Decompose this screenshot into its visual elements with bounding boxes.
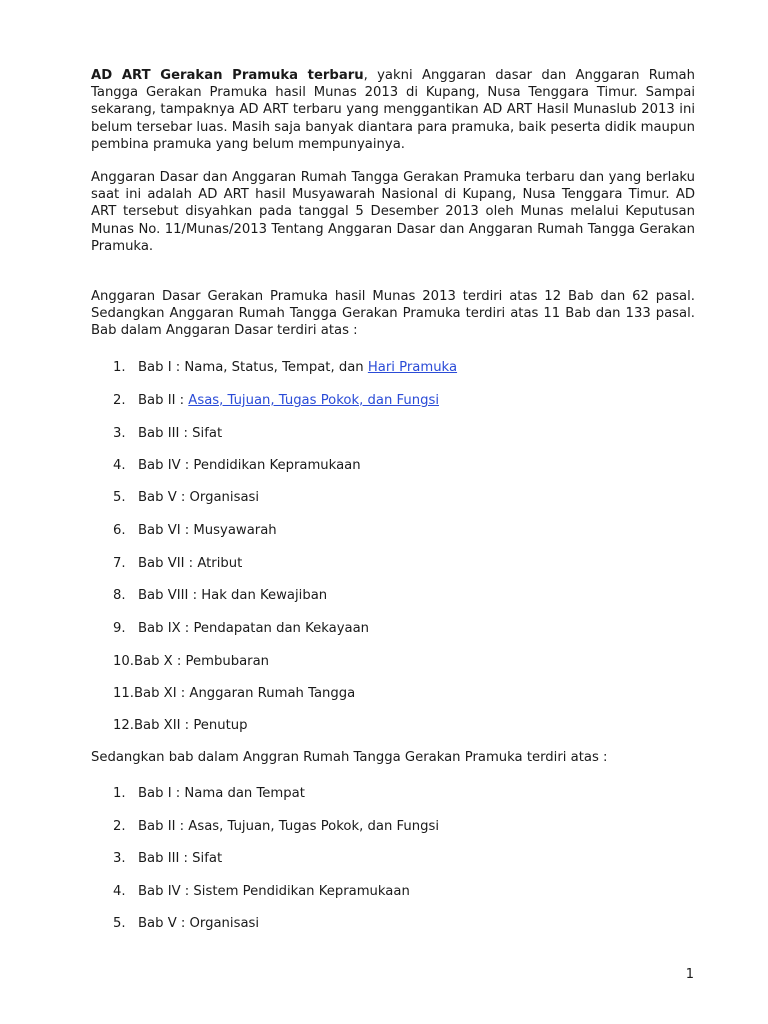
list-item [113,883,410,900]
list-text: Bab IV : Pendidikan Kepramukaan [138,458,361,473]
list-item [113,425,222,442]
list-item [113,620,369,637]
list-item [113,850,222,867]
list-item [113,587,327,604]
list-text: Bab III : Sifat [138,426,223,441]
list-text: Bab V : Organisasi [138,916,260,931]
paragraph-2: Anggaran Dasar dan Anggaran Rumah Tangga Gerakan Pramuka terbaru dan yang berlaku saat ini adalah AD ART hasil Musyawarah Nasional di Kupang, Nusa Tenggara Timur. AD ART tersebut disyahkan pada tanggal 5 Desember 2013 oleh Munas melalui Keputusan Munas No. 11/Munas/2013 Tentang Anggaran Dasar dan Anggaran Rumah Tangga Gerakan Pramuka. [91,170,695,254]
list-item [113,359,457,376]
list-number: 10. [113,654,134,669]
list-number: 7. [113,556,126,571]
list-item [113,522,277,539]
list-number: 12. [113,718,134,733]
list-text: Bab XII : Penutup [133,718,248,733]
list-number: 3. [113,851,126,866]
asas-tujuan-link[interactable]: Asas, Tujuan, Tugas Pokok, dan Fungsi [188,393,439,408]
list-number: 1. [113,786,126,801]
list-text: Bab IX : Pendapatan dan Kekayaan [138,621,370,636]
list-item [113,457,361,474]
paragraph-4: Sedangkan bab dalam Anggran Rumah Tangga Gerakan Pramuka terdiri atas : [91,750,608,765]
list-number: 1. [113,360,126,375]
list-item [113,818,439,835]
paragraph-3: Anggaran Dasar Gerakan Pramuka hasil Munas 2013 terdiri atas 12 Bab dan 62 pasal. Sedangkan Anggaran Rumah Tangga Gerakan Pramuka terdiri atas 11 Bab dan 133 pasal. Bab dalam Anggaran Dasar terdiri atas : [91,289,695,339]
page-number: 1 [685,967,694,982]
list-text: Bab IV : Sistem Pendidikan Kepramukaan [138,884,410,899]
list-number: 8. [113,588,126,603]
list-number: 5. [113,916,126,931]
list-number: 6. [113,523,126,538]
list-text: Bab II : Asas, Tujuan, Tugas Pokok, dan Fungsi [138,819,439,834]
list-text: Bab XI : Anggaran Rumah Tangga [133,686,356,701]
list-text: Bab VI : Musyawarah [138,523,277,538]
list-item [113,392,439,409]
list-item [113,915,259,932]
list-number: 3. [113,426,126,441]
list-number: 11. [113,686,134,701]
list-number: 4. [113,884,126,899]
intro-rest: , yakni Anggaran dasar dan Anggaran Rumah Tangga Gerakan Pramuka hasil Munas 2013 di Kupang, Nusa Tenggara Timur. Sampai sekarang, tampaknya AD ART terbaru yang menggantikan AD ART Hasil Munaslub 2013 ini belum tersebar luas. Masih saja banyak diantara para pramuka, baik peserta didik maupun pembina pramuka yang belum mempunyainya. [91,68,695,152]
list-item [113,653,269,670]
hari-pramuka-link[interactable]: Hari Pramuka [367,360,458,375]
list-text: Bab V : Organisasi [138,490,260,505]
list-item [113,785,305,802]
list-text: Bab I : Nama dan Tempat [138,786,305,801]
list-text: Bab VIII : Hak dan Kewajiban [138,588,328,603]
list-number: 4. [113,458,126,473]
list-text: Bab II : [138,393,189,408]
list-text: Bab III : Sifat [138,851,223,866]
list-item [113,717,248,734]
list-number: 2. [113,393,126,408]
list-text: Bab I : Nama, Status, Tempat, dan [138,360,368,375]
list-item [113,489,259,506]
intro-paragraph [91,67,695,153]
intro-bold-lead: AD ART Gerakan Pramuka terbaru [91,68,364,83]
list-item [113,685,355,702]
list-item [113,555,242,572]
list-number: 5. [113,490,126,505]
list-text: Bab VII : Atribut [138,556,243,571]
list-number: 2. [113,819,126,834]
list-number: 9. [113,621,126,636]
list-text: Bab X : Pembubaran [133,654,270,669]
